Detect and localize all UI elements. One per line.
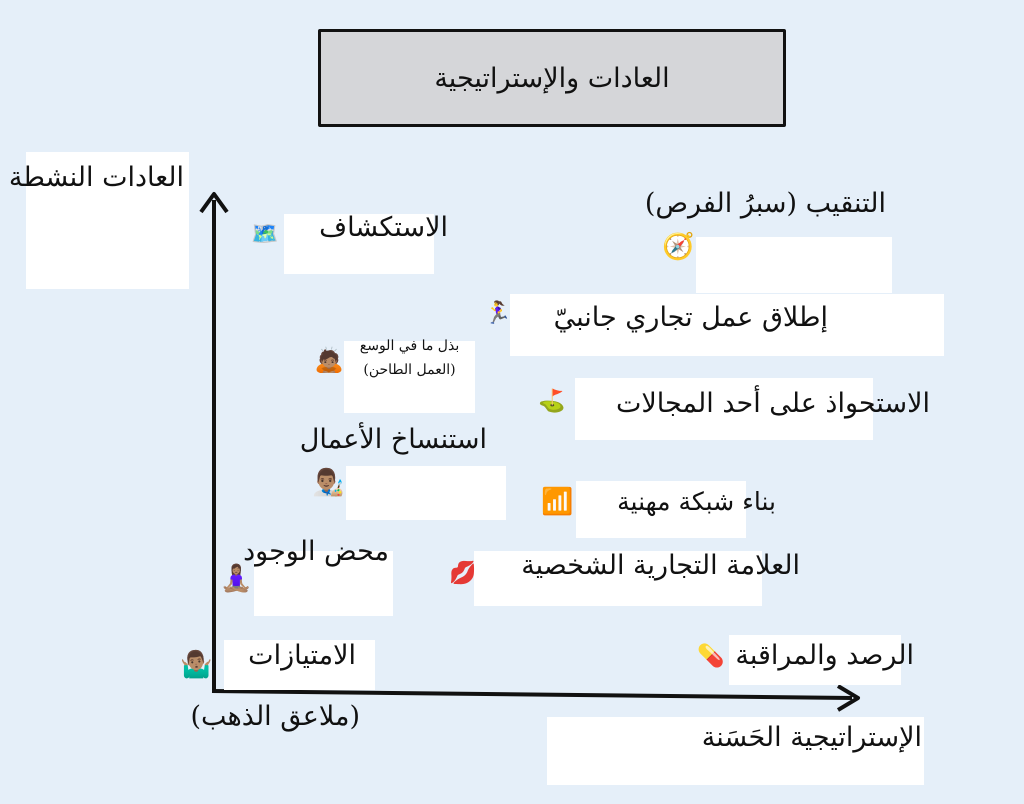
runner-icon: 🏃‍♀️ bbox=[484, 301, 512, 326]
y-axis-label: العادات النشطة bbox=[8, 162, 184, 193]
compass-icon: 🧭 bbox=[662, 232, 695, 262]
wayfinding-label: التنقيب (سبرُ الفرص) bbox=[644, 188, 886, 219]
hustle-label-line2: (العمل الطاحن) bbox=[363, 362, 456, 378]
meditation-icon: 🧘🏽‍♀️ bbox=[220, 564, 253, 594]
being-label: محض الوجود bbox=[243, 536, 389, 567]
wayfinding-box bbox=[696, 237, 892, 293]
pill-icon: 💊 bbox=[697, 644, 725, 669]
artist-icon: 👨🏽‍🎨 bbox=[312, 468, 345, 498]
privileges-label: الامتيازات bbox=[248, 640, 356, 671]
privileges-sublabel: (ملاعق الذهب) bbox=[190, 701, 360, 732]
exploration-label: الاستكشاف bbox=[319, 212, 448, 243]
x-axis-line bbox=[212, 691, 852, 698]
signal-bars-icon: 📶 bbox=[541, 487, 574, 517]
side-business-label: إطلاق عمل تجاري جانبيّ bbox=[553, 302, 828, 333]
map-icon: 🗺️ bbox=[251, 222, 279, 247]
networking-label: بناء شبكة مهنية bbox=[617, 487, 776, 516]
diagram-title: العادات والإستراتيجية bbox=[434, 62, 670, 94]
lips-icon: 💋 bbox=[449, 561, 477, 586]
copy-business-box bbox=[346, 466, 506, 520]
x-axis-label: الإستراتيجية الحَسَنة bbox=[701, 722, 922, 753]
dominate-niche-label: الاستحواذ على أحد المجالات bbox=[615, 388, 930, 419]
copy-business-label: استنساخ الأعمال bbox=[299, 424, 487, 455]
hustle-label-line1: بذل ما في الوسع bbox=[359, 338, 460, 354]
golf-flag-icon: ⛳ bbox=[538, 389, 566, 414]
bowing-person-icon: 🙇🏽 bbox=[314, 346, 344, 374]
personal-brand-label: العلامة التجارية الشخصية bbox=[521, 550, 800, 581]
shrug-icon: 🤷🏽‍♂️ bbox=[180, 650, 213, 680]
monitoring-label: الرصد والمراقبة bbox=[735, 640, 914, 671]
